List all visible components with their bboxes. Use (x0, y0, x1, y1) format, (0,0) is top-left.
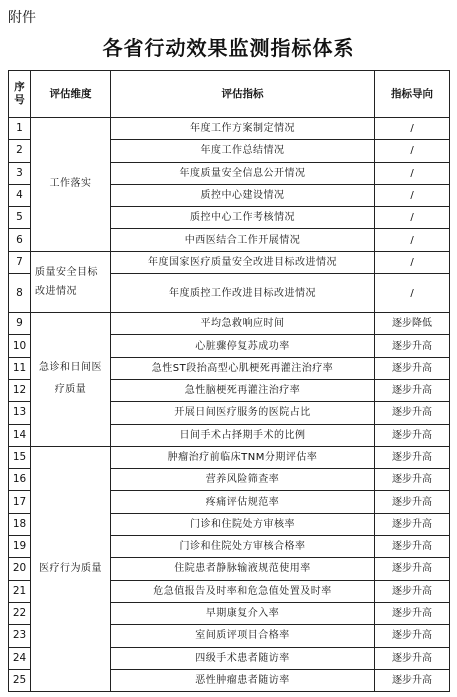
row-indicator: 质控中心工作考核情况 (111, 207, 375, 229)
row-direction: 逐步升高 (375, 669, 450, 691)
row-seq: 22 (9, 602, 31, 624)
attachment-label: 附件 (8, 10, 36, 26)
row-indicator: 室间质评项目合格率 (111, 625, 375, 647)
row-seq: 19 (9, 536, 31, 558)
header-seq: 序号 (9, 71, 31, 118)
row-indicator: 中西医结合工作开展情况 (111, 229, 375, 251)
row-direction: / (375, 274, 450, 313)
row-indicator: 急性脑梗死再灌注治疗率 (111, 379, 375, 401)
row-indicator: 日间手术占择期手术的比例 (111, 424, 375, 446)
row-direction: / (375, 162, 450, 184)
row-seq: 17 (9, 491, 31, 513)
page-title: 各省行动效果监测指标体系 (102, 36, 355, 60)
row-dimension: 医疗行为质量 (31, 446, 111, 691)
row-direction: / (375, 229, 450, 251)
row-indicator: 平均急救响应时间 (111, 313, 375, 335)
row-seq: 1 (9, 118, 31, 140)
table-row (9, 251, 450, 273)
row-direction: 逐步升高 (375, 424, 450, 446)
row-dimension: 质量安全目标改进情况 (31, 251, 111, 312)
row-seq: 15 (9, 446, 31, 468)
row-indicator: 危急值报告及时率和危急值处置及时率 (111, 580, 375, 602)
row-direction: / (375, 251, 450, 273)
row-direction: / (375, 118, 450, 140)
row-direction: 逐步升高 (375, 446, 450, 468)
header-direction: 指标导向 (375, 71, 450, 118)
row-seq: 2 (9, 140, 31, 162)
indicator-table (8, 70, 450, 692)
row-seq: 8 (9, 274, 31, 313)
row-seq: 10 (9, 335, 31, 357)
row-direction: / (375, 207, 450, 229)
row-seq: 25 (9, 669, 31, 691)
row-seq: 14 (9, 424, 31, 446)
row-indicator: 肿瘤治疗前临床TNM分期评估率 (111, 446, 375, 468)
row-indicator: 开展日间医疗服务的医院占比 (111, 402, 375, 424)
row-seq: 9 (9, 313, 31, 335)
row-seq: 18 (9, 513, 31, 535)
row-seq: 12 (9, 379, 31, 401)
row-indicator: 疼痛评估规范率 (111, 491, 375, 513)
row-direction: / (375, 140, 450, 162)
row-seq: 24 (9, 647, 31, 669)
row-direction: / (375, 184, 450, 206)
row-direction: 逐步降低 (375, 313, 450, 335)
row-dimension: 急诊和日间医疗质量 (31, 313, 111, 447)
row-seq: 16 (9, 469, 31, 491)
row-seq: 21 (9, 580, 31, 602)
row-indicator: 营养风险筛查率 (111, 469, 375, 491)
row-indicator: 年度质量安全信息公开情况 (111, 162, 375, 184)
row-direction: 逐步升高 (375, 379, 450, 401)
row-seq: 23 (9, 625, 31, 647)
row-seq: 3 (9, 162, 31, 184)
row-direction: 逐步升高 (375, 491, 450, 513)
table-row (9, 313, 450, 335)
row-seq: 7 (9, 251, 31, 273)
header-dimension: 评估维度 (31, 71, 111, 118)
table-row (9, 118, 450, 140)
row-indicator: 早期康复介入率 (111, 602, 375, 624)
row-indicator: 四级手术患者随访率 (111, 647, 375, 669)
row-indicator: 年度工作总结情况 (111, 140, 375, 162)
row-indicator: 年度工作方案制定情况 (111, 118, 375, 140)
row-seq: 6 (9, 229, 31, 251)
row-indicator: 心脏骤停复苏成功率 (111, 335, 375, 357)
row-direction: 逐步升高 (375, 625, 450, 647)
row-direction: 逐步升高 (375, 513, 450, 535)
table-row (9, 446, 450, 468)
row-direction: 逐步升高 (375, 402, 450, 424)
row-indicator: 年度质控工作改进目标改进情况 (111, 274, 375, 313)
row-direction: 逐步升高 (375, 357, 450, 379)
row-seq: 4 (9, 184, 31, 206)
row-direction: 逐步升高 (375, 335, 450, 357)
row-direction: 逐步升高 (375, 602, 450, 624)
row-indicator: 年度国家医疗质量安全改进目标改进情况 (111, 251, 375, 273)
row-direction: 逐步升高 (375, 469, 450, 491)
row-indicator: 住院患者静脉输液规范使用率 (111, 558, 375, 580)
row-seq: 5 (9, 207, 31, 229)
row-direction: 逐步升高 (375, 536, 450, 558)
table-body (9, 118, 450, 692)
row-indicator: 门诊和住院处方审核合格率 (111, 536, 375, 558)
row-seq: 11 (9, 357, 31, 379)
row-dimension: 工作落实 (31, 118, 111, 252)
row-direction: 逐步升高 (375, 580, 450, 602)
row-indicator: 急性ST段抬高型心肌梗死再灌注治疗率 (111, 357, 375, 379)
row-seq: 13 (9, 402, 31, 424)
row-indicator: 质控中心建设情况 (111, 184, 375, 206)
header-indicator: 评估指标 (111, 71, 375, 118)
row-direction: 逐步升高 (375, 647, 450, 669)
table-header-row (9, 71, 450, 118)
row-indicator: 门诊和住院处方审核率 (111, 513, 375, 535)
row-seq: 20 (9, 558, 31, 580)
row-direction: 逐步升高 (375, 558, 450, 580)
row-indicator: 恶性肿瘤患者随访率 (111, 669, 375, 691)
